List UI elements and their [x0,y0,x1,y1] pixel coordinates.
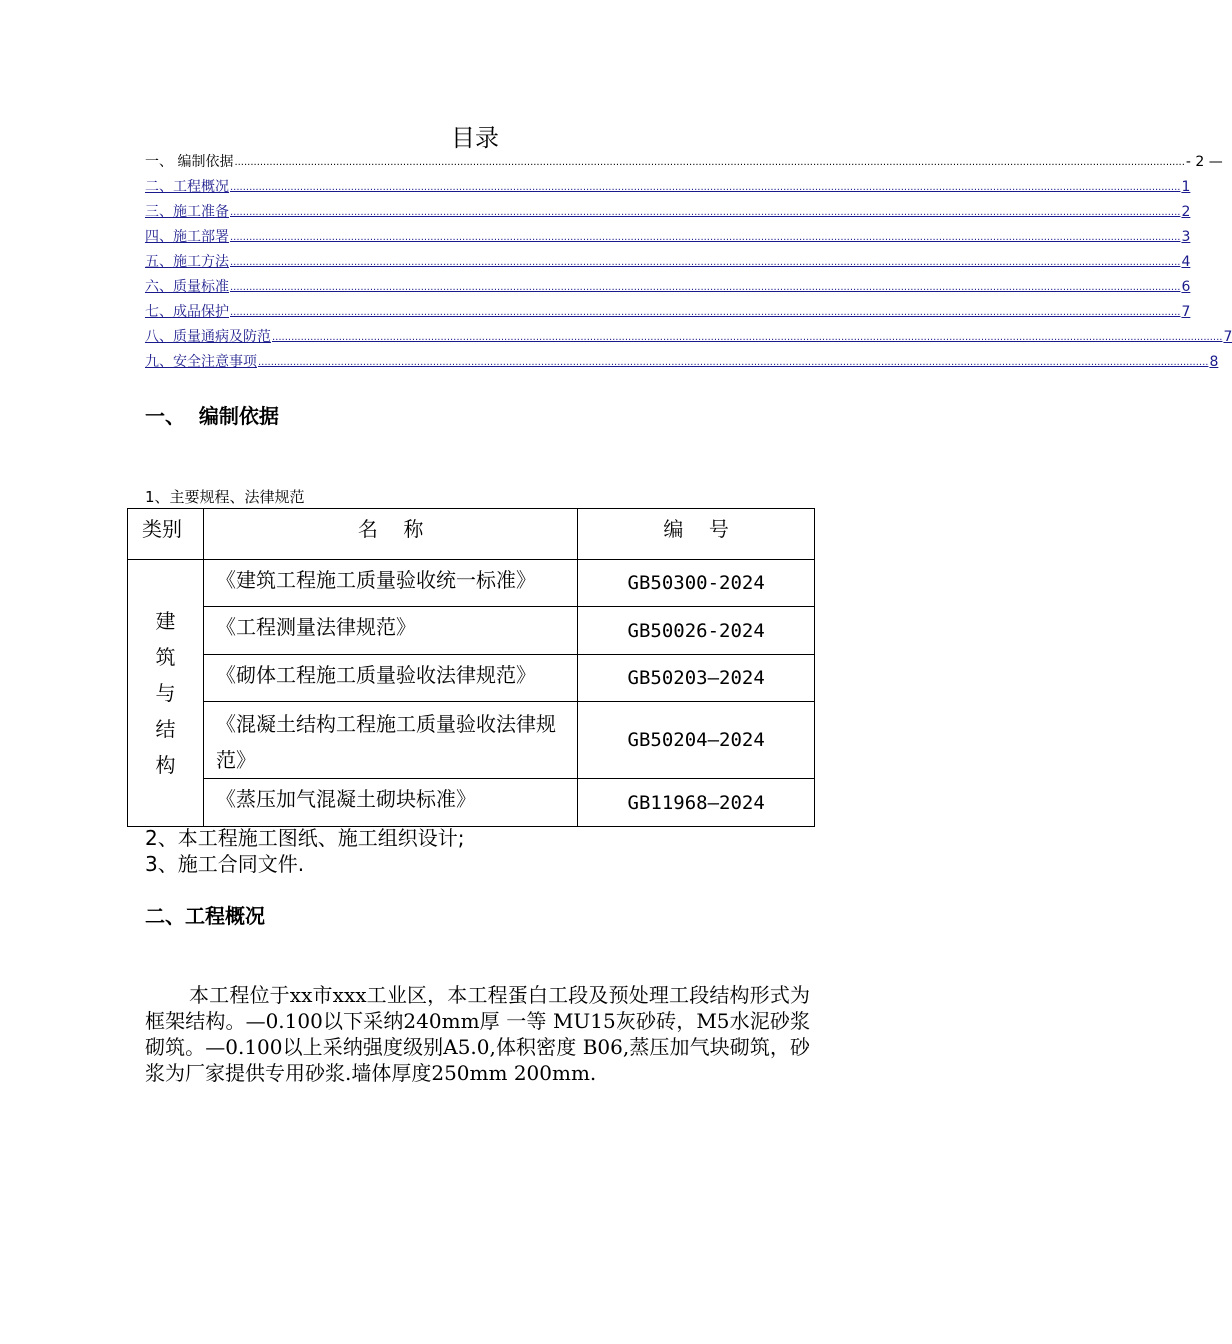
toc-item-label: 七、成品保护 [145,304,229,320]
basis-item-3: 3、施工合同文件. [145,852,305,876]
standard-code: GB50204—2024 [578,702,815,779]
toc-item-page: 3 [1181,229,1191,245]
table-row [128,702,815,779]
standard-name: 《建筑工程施工质量验收统一标准》 [203,560,577,607]
toc-item-page: 2 [1181,204,1191,220]
category-char: 与 [155,681,176,705]
table-row [128,607,815,655]
toc-item-4[interactable] [145,225,1191,245]
toc-leader-dots: ........................................................................................................................................................................................................................................................................................................... [258,357,1209,368]
standard-name: 《砌体工程施工质量验收法律规范》 [203,655,577,702]
toc-item-3[interactable] [145,200,1191,220]
toc-item-label: 六、质量标准 [145,279,229,295]
toc-leader-dots: ........................................................................................................................................................................................................................................................................................................... [230,257,1181,268]
header-name: 名 称 [203,509,577,560]
category-char: 构 [155,753,176,777]
toc-title: 目录 [451,124,499,152]
subsection-1-label: 1、主要规程、法律规范 [145,488,305,506]
toc-item-label: 五、施工方法 [145,254,229,270]
toc-item-1[interactable] [145,150,1223,170]
toc-item-page: 6 [1181,279,1191,295]
toc-item-5[interactable] [145,250,1191,270]
project-overview-paragraph: 本工程位于xx市xxx工业区，本工程蛋白工段及预处理工段结构形式为框架结构。—0.100以下采纳240mm厚 一等 MU15灰砂砖，M5水泥砂浆砌筑。—0.100以上采纳强度级别A5.0,体积密度 B06,蒸压加气块砌筑，砂浆为厂家提供专用砂浆.墙体厚度250mm 200mm. [145,983,810,1085]
category-char: 结 [155,717,176,741]
basis-item-2: 2、本工程施工图纸、施工组织设计; [145,826,465,850]
toc-leader-dots: ........................................................................................................................................................................................................................................................................................................... [230,307,1181,318]
toc-leader-dots: ........................................................................................................................................................................................................................................................................................................... [230,207,1181,218]
header-code: 编 号 [578,509,815,560]
standard-name: 《蒸压加气混凝土砌块标准》 [203,779,577,827]
toc-item-page: 8 [1209,354,1219,370]
toc-item-label: 三、施工准备 [145,204,229,220]
table-row [128,779,815,827]
toc-item-label: 四、施工部署 [145,229,229,245]
standard-name: 《混凝土结构工程施工质量验收法律规范》 [203,702,577,779]
toc-item-9[interactable] [145,350,1219,370]
toc-leader-dots: ........................................................................................................................................................................................................................................................................................................... [230,282,1181,293]
toc-item-8[interactable] [145,325,1232,345]
toc-item-page: 7 [1223,329,1232,345]
section-2-heading: 二、工程概况 [145,904,265,928]
table-header-row [128,509,815,560]
toc-item-page: - 2 — [1185,154,1223,170]
header-category: 类别 [128,509,204,560]
toc-item-label: 九、安全注意事项 [145,354,257,370]
toc-item-6[interactable] [145,275,1191,295]
toc-item-2[interactable] [145,175,1191,195]
category-char: 建 [155,609,176,633]
toc-item-label: 八、质量通病及防范 [145,329,271,345]
standard-code: GB50300-2024 [578,560,815,607]
table-row [128,655,815,702]
toc-leader-dots: ........................................................................................................................................................................................................................................................................................................... [272,332,1223,343]
toc-item-label: 一、 编制依据 [145,154,234,170]
toc-leader-dots: ........................................................................................................................................................................................................................................................................................................... [234,157,1185,168]
standard-name: 《工程测量法律规范》 [203,607,577,655]
standard-code: GB11968—2024 [578,779,815,827]
table-row [128,560,815,607]
category-char: 筑 [155,645,176,669]
toc-item-label: 二、工程概况 [145,179,229,195]
standard-code: GB50026-2024 [578,607,815,655]
standards-table [127,508,815,827]
toc-leader-dots: ........................................................................................................................................................................................................................................................................................................... [230,182,1181,193]
toc-leader-dots: ........................................................................................................................................................................................................................................................................................................... [230,232,1181,243]
toc-item-7[interactable] [145,300,1191,320]
toc-item-page: 1 [1181,179,1191,195]
toc-item-page: 7 [1181,304,1191,320]
standard-code: GB50203—2024 [578,655,815,702]
toc-item-page: 4 [1181,254,1191,270]
category-cell [128,560,204,827]
section-1-heading: 一、 编制依据 [145,404,279,428]
